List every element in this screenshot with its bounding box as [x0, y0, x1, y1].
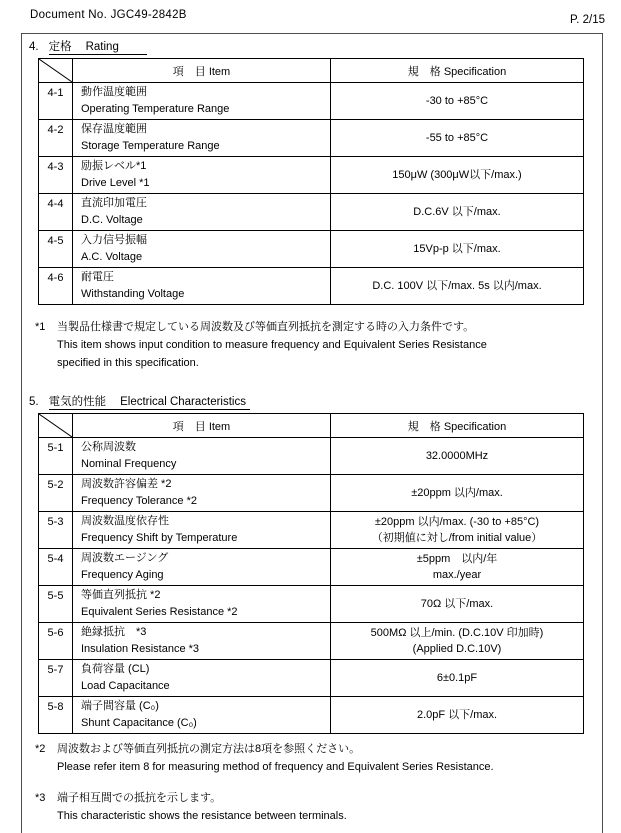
row-number: 4-1	[39, 83, 73, 120]
table-row	[39, 660, 584, 697]
section-rating-title-ja: 定格	[48, 41, 72, 53]
page-content-box	[21, 33, 603, 833]
item-cell	[73, 512, 331, 549]
item-label-en: Nominal Frequency	[81, 458, 177, 470]
table-row	[39, 157, 584, 194]
item-label-en: Withstanding Voltage	[81, 288, 185, 300]
footnote-3-line-ja: 端子相互間での抵抗を示します。	[57, 792, 222, 804]
footnote-2-line-en: Please refer item 8 for measuring method of frequency and Equivalent Series Resistance.	[57, 761, 494, 773]
footnote-2-text	[57, 740, 494, 776]
spec-value: -30 to +85°C	[425, 95, 489, 107]
section-electrical-number: 5.	[29, 396, 39, 408]
diagonal-line	[39, 59, 72, 82]
item-cell	[73, 231, 331, 268]
item-label-en: Storage Temperature Range	[81, 140, 220, 152]
spec-cell	[331, 475, 584, 512]
item-label-ja: 周波数エージング	[81, 552, 169, 564]
item-cell	[73, 549, 331, 586]
section-electrical-title	[49, 396, 250, 410]
footnote-2	[35, 740, 602, 776]
spec-column-header: 規 格 Specification	[331, 414, 584, 438]
table-row	[39, 120, 584, 157]
spec-cell	[331, 83, 584, 120]
item-cell	[73, 623, 331, 660]
item-label-en: Frequency Tolerance *2	[81, 495, 197, 507]
footnote-1-text	[57, 318, 487, 372]
electrical-table-header-row	[39, 414, 584, 438]
item-label-ja: 周波数温度依存性	[81, 515, 169, 527]
item-label-en: Load Capacitance	[81, 680, 170, 692]
page-number: P. 2/15	[570, 14, 605, 26]
spec-value: 32.0000MHz	[425, 450, 489, 462]
spec-cell	[331, 697, 584, 734]
footnote-2-mark: *2	[35, 743, 46, 755]
footnote-3-mark: *3	[35, 792, 46, 804]
footnote-1-line-en2: specified in this specification.	[57, 357, 199, 369]
spec-value: D.C.6V 以下/max.	[413, 206, 501, 218]
item-cell	[73, 83, 331, 120]
item-label-en: Insulation Resistance *3	[81, 643, 200, 655]
item-cell	[73, 697, 331, 734]
section-rating-title	[49, 41, 147, 55]
spec-value: 150μW (300μW以下/max.)	[392, 169, 522, 181]
spec-value: 2.0pF 以下/max.	[416, 709, 498, 721]
spec-value: ±20ppm 以内/max.	[411, 487, 503, 499]
item-cell	[73, 268, 331, 305]
footnote-1	[35, 318, 602, 372]
item-label-ja: 負荷容量 (CL)	[81, 663, 150, 675]
item-label-en: A.C. Voltage	[81, 251, 143, 263]
row-number: 4-6	[39, 268, 73, 305]
item-label-ja: 動作温度範囲	[81, 86, 147, 98]
spec-value-line2: （初期値に対し/from initial value）	[371, 532, 543, 544]
item-label-ja: 端子間容量 (C₀)	[81, 700, 159, 712]
item-label-en: Operating Temperature Range	[81, 103, 230, 115]
table-row	[39, 438, 584, 475]
spec-cell	[331, 268, 584, 305]
item-label-ja: 耐電圧	[81, 271, 114, 283]
spec-cell	[331, 120, 584, 157]
row-number: 5-4	[39, 549, 73, 586]
diagonal-line	[39, 414, 72, 437]
row-number: 5-8	[39, 697, 73, 734]
footnote-1-line-en: This item shows input condition to measure frequency and Equivalent Series Resistance	[57, 339, 487, 351]
section-rating-heading	[29, 40, 602, 55]
table-row	[39, 268, 584, 305]
item-label-ja: 保存温度範囲	[81, 123, 147, 135]
item-label-en: D.C. Voltage	[81, 214, 143, 226]
item-label-ja: 公称周波数	[81, 441, 136, 453]
item-cell	[73, 586, 331, 623]
row-number: 5-3	[39, 512, 73, 549]
section-rating-title-en: Rating	[85, 41, 119, 53]
table-row	[39, 623, 584, 660]
row-number: 5-6	[39, 623, 73, 660]
row-number: 4-3	[39, 157, 73, 194]
table-row	[39, 586, 584, 623]
item-label-ja: 入力信号振幅	[81, 234, 147, 246]
footnote-2-line-ja: 周波数および等価直列抵抗の測定方法は8項を参照ください。	[57, 743, 361, 755]
table-row	[39, 194, 584, 231]
spec-value: 70Ω 以下/max.	[420, 598, 494, 610]
item-cell	[73, 438, 331, 475]
spec-value: ±20ppm 以内/max. (-30 to +85°C)	[374, 516, 540, 528]
item-label-en: Drive Level *1	[81, 177, 150, 189]
item-label-ja: 絶縁抵抗 *3	[81, 626, 147, 638]
spec-column-header: 規 格 Specification	[331, 59, 584, 83]
item-column-header: 項 目 Item	[73, 59, 331, 83]
spec-value: 6±0.1pF	[436, 672, 478, 684]
electrical-characteristics-table	[38, 413, 584, 734]
footnote-1-line-ja: 当製品仕様書で規定している周波数及び等価直列抵抗を測定する時の入力条件です。	[57, 321, 475, 333]
spec-value: D.C. 100V 以下/max. 5s 以内/max.	[372, 280, 542, 292]
section-rating-number: 4.	[29, 41, 39, 53]
spec-cell	[331, 586, 584, 623]
spec-cell	[331, 623, 584, 660]
diagonal-header-cell	[39, 59, 73, 83]
spec-value: 15Vp-p 以下/max.	[413, 243, 501, 255]
item-label-en: Frequency Aging	[81, 569, 164, 581]
item-label-ja: 等価直列抵抗 *2	[81, 589, 161, 601]
rating-table	[38, 58, 584, 305]
spec-value-line2: (Applied D.C.10V)	[412, 643, 502, 655]
diagonal-header-cell	[39, 414, 73, 438]
row-number: 4-4	[39, 194, 73, 231]
footnote-3-line-en: This characteristic shows the resistance between terminals.	[57, 810, 347, 822]
section-electrical-heading	[29, 395, 602, 410]
section-electrical-title-en: Electrical Characteristics	[120, 396, 246, 408]
table-row	[39, 475, 584, 512]
row-number: 4-2	[39, 120, 73, 157]
item-label-ja: 励振レベル*1	[81, 160, 147, 172]
table-row	[39, 549, 584, 586]
table-row	[39, 231, 584, 268]
spec-cell	[331, 157, 584, 194]
spec-value: -55 to +85°C	[425, 132, 489, 144]
spec-cell	[331, 231, 584, 268]
item-cell	[73, 660, 331, 697]
document-number: Document No. JGC49-2842B	[30, 9, 187, 21]
row-number: 5-2	[39, 475, 73, 512]
row-number: 5-1	[39, 438, 73, 475]
spec-value: ±5ppm 以内/年	[416, 553, 498, 565]
item-label-en: Frequency Shift by Temperature	[81, 532, 238, 544]
item-label-ja: 直流印加電圧	[81, 197, 147, 209]
item-column-header: 項 目 Item	[73, 414, 331, 438]
item-cell	[73, 120, 331, 157]
row-number: 4-5	[39, 231, 73, 268]
spec-cell	[331, 660, 584, 697]
item-cell	[73, 475, 331, 512]
spec-cell	[331, 549, 584, 586]
footnote-3	[35, 789, 602, 825]
item-cell	[73, 157, 331, 194]
spec-value: 500MΩ 以上/min. (D.C.10V 印加時)	[370, 627, 544, 639]
table-row	[39, 512, 584, 549]
section-electrical-title-ja: 電気的性能	[48, 396, 107, 408]
table-row	[39, 83, 584, 120]
spec-value-line2: max./year	[432, 569, 482, 581]
row-number: 5-7	[39, 660, 73, 697]
spec-cell	[331, 438, 584, 475]
footnote-1-mark: *1	[35, 321, 46, 333]
item-label-en: Equivalent Series Resistance *2	[81, 606, 238, 618]
rating-table-header-row	[39, 59, 584, 83]
item-label-ja: 周波数許容偏差 *2	[81, 478, 172, 490]
footnote-3-text	[57, 789, 347, 825]
row-number: 5-5	[39, 586, 73, 623]
spec-cell	[331, 194, 584, 231]
spec-cell	[331, 512, 584, 549]
item-cell	[73, 194, 331, 231]
item-label-en: Shunt Capacitance (C₀)	[81, 717, 197, 729]
table-row	[39, 697, 584, 734]
